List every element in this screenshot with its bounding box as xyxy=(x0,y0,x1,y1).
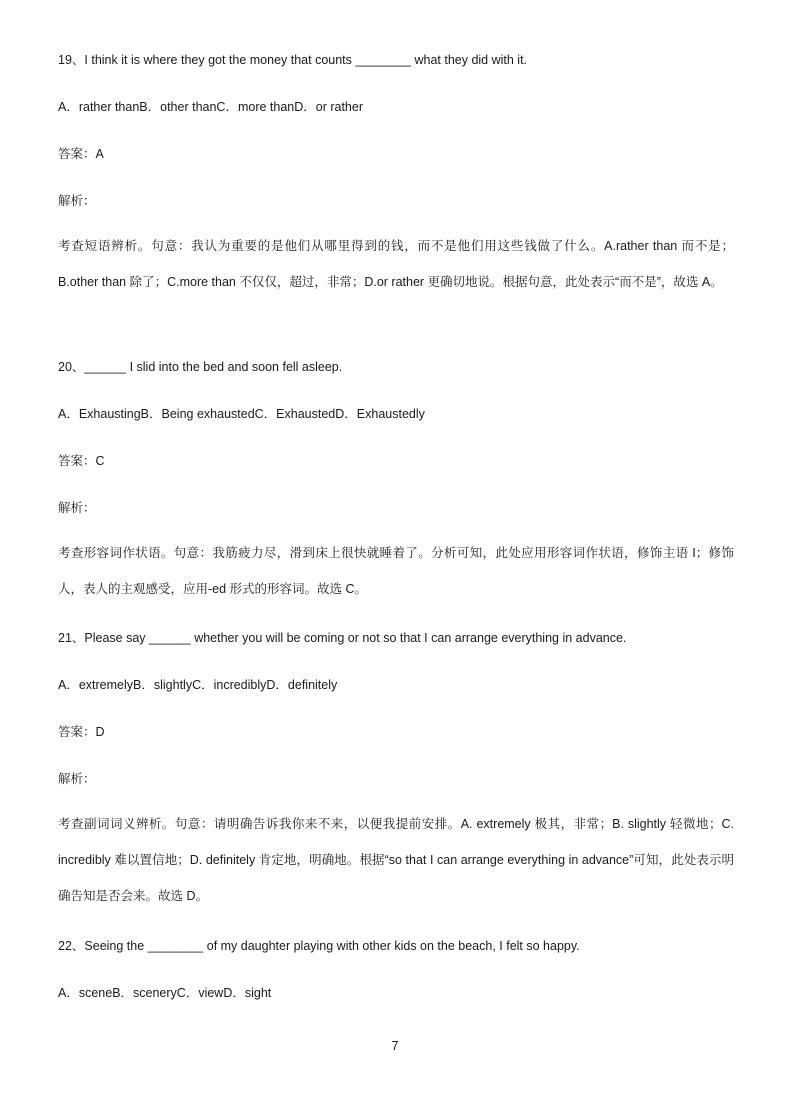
question-19-options: A．rather thanB．other thanC．more thanD．or rather xyxy=(58,100,363,114)
question-19-analysis: 考查短语辨析。句意：我认为重要的是他们从哪里得到的钱，而不是他们用这些钱做了什么。A.rather than 而不是；B.other than 除了；C.more than 不仅仅，超过，非常；D.or rather 更确切地说。根据句意，此处表示“而不是”，故选 A。 xyxy=(58,239,734,289)
question-20-analysis-label: 解析： xyxy=(58,501,96,515)
question-19-analysis-label: 解析： xyxy=(58,194,96,208)
page-number: 7 xyxy=(391,1039,399,1053)
question-21-analysis-label: 解析： xyxy=(58,772,96,786)
question-22-stem: 22、Seeing the ________ of my daughter playing with other kids on the beach, I felt so happy. xyxy=(58,939,580,953)
question-19-stem: 19、I think it is where they got the money that counts ________ what they did with it. xyxy=(58,53,528,67)
question-20-stem: 20、______ I slid into the bed and soon fell asleep. xyxy=(58,360,343,374)
question-20-answer: 答案：C xyxy=(58,454,105,468)
question-21-analysis: 考查副词词义辨析。句意：请明确告诉我你来不来，以便我提前安排。A. extremely 极其，非常；B. slightly 轻微地；C. incredibly 难以置信地；D. definitely 肯定地，明确地。根据“so that I can arrange everything in advance”可知，此处表示明确告知是否会来。故选 D。 xyxy=(58,817,734,903)
question-21-options: A．extremelyB．slightlyC．incrediblyD．definitely xyxy=(58,678,338,692)
question-21-stem: 21、Please say ______ whether you will be coming or not so that I can arrange everything in advance. xyxy=(58,631,627,645)
question-22-options: A．sceneB．sceneryC．viewD．sight xyxy=(58,986,272,1000)
question-20-analysis: 考查形容词作状语。句意：我筋疲力尽，滑到床上很快就睡着了。分析可知，此处应用形容词作状语，修饰主语 I；修饰人，表人的主观感受，应用-ed 形式的形容词。故选 C。 xyxy=(58,546,734,596)
question-19-answer: 答案：A xyxy=(58,147,104,161)
question-20-options: A．ExhaustingB．Being exhaustedC．ExhaustedD．Exhaustedly xyxy=(58,407,425,421)
question-21-answer: 答案：D xyxy=(58,725,105,739)
